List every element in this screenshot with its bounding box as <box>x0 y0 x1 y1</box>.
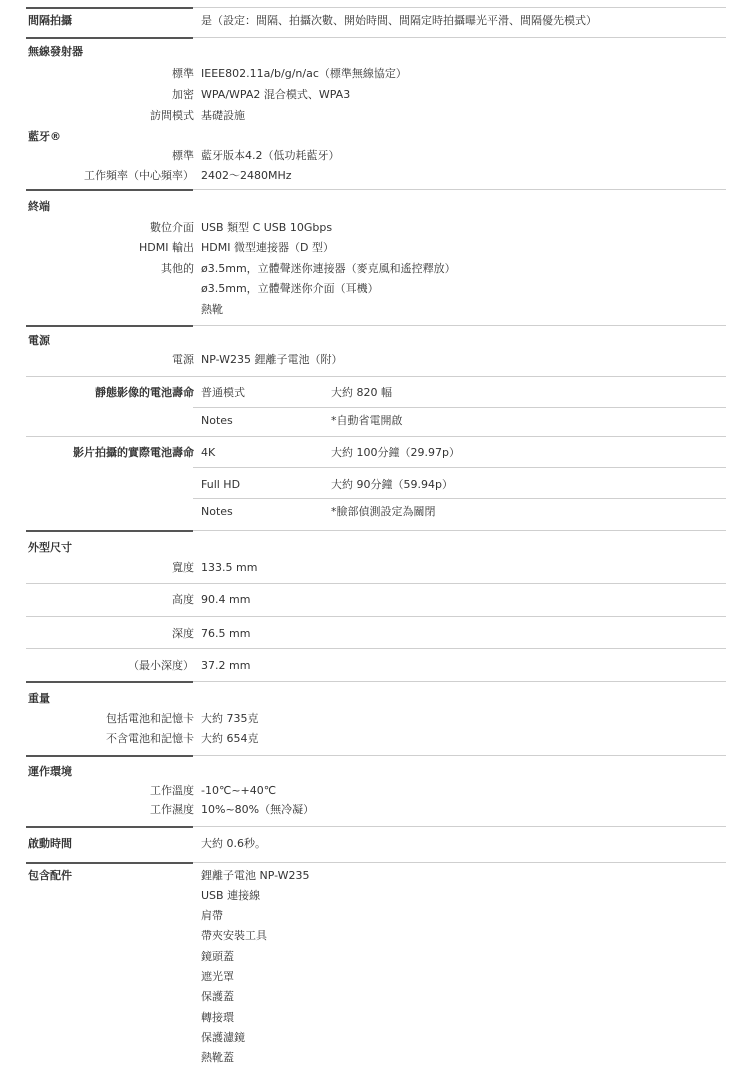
dimensions-width-value: 133.5 mm <box>201 561 258 574</box>
accessory-item: 鏡頭蓋 <box>201 950 234 963</box>
accessories-label: 包含配件 <box>28 869 72 882</box>
section-divider <box>26 325 193 327</box>
wireless-access-label: 訪問模式 <box>150 109 194 122</box>
section-divider <box>26 862 193 864</box>
bluetooth-frequency-label: 工作頻率（中心頻率） <box>84 169 194 182</box>
power-source-value: NP-W235 鋰離子電池（附） <box>201 353 343 366</box>
movie-fullhd-label: Full HD <box>201 478 241 491</box>
row-divider <box>26 616 726 617</box>
accessory-item: 熱靴蓋 <box>201 1051 234 1064</box>
section-divider <box>26 189 193 191</box>
environment-humidity-value: 10%~80%（無冷凝） <box>201 803 315 816</box>
accessory-item: 保護蓋 <box>201 990 234 1003</box>
still-mode-label: 普通模式 <box>201 386 245 399</box>
bluetooth-standard-value: 藍牙版本4.2（低功耗藍牙） <box>201 149 340 162</box>
row-divider <box>193 7 726 8</box>
accessory-item: 保護濾鏡 <box>201 1031 245 1044</box>
environment-humidity-label: 工作濕度 <box>150 803 194 816</box>
weight-heading: 重量 <box>28 692 50 705</box>
terminals-digital-label: 數位介面 <box>150 221 194 234</box>
row-divider <box>26 648 726 649</box>
interval-label: 間隔拍攝 <box>28 14 72 27</box>
section-divider <box>26 755 193 757</box>
wireless-standard-label: 標準 <box>172 67 194 80</box>
row-divider <box>193 755 726 756</box>
row-divider <box>193 862 726 863</box>
row-divider <box>26 583 726 584</box>
accessory-item: USB 連接線 <box>201 889 261 902</box>
terminals-extra-value: ø3.5mm，立體聲迷你介面（耳機） <box>201 282 379 295</box>
wireless-standard-value: IEEE802.11a/b/g/n/ac（標準無線協定） <box>201 67 407 80</box>
bluetooth-frequency-value: 2402～2480MHz <box>201 169 292 182</box>
row-divider <box>193 498 726 499</box>
accessory-item: 帶夾安裝工具 <box>201 929 267 942</box>
dimensions-height-value: 90.4 mm <box>201 593 251 606</box>
section-divider <box>26 7 193 9</box>
weight-without-battery-value: 大約 654克 <box>201 732 259 745</box>
dimensions-depth-label: 深度 <box>172 627 194 640</box>
wireless-access-value: 基礎設施 <box>201 109 245 122</box>
row-divider <box>193 325 726 326</box>
section-divider <box>26 37 193 39</box>
terminals-extra-value: 熱靴 <box>201 303 223 316</box>
still-mode-value: 大約 820 幅 <box>331 386 392 399</box>
row-divider <box>193 530 726 531</box>
accessory-item: 轉接環 <box>201 1011 234 1024</box>
wireless-encryption-value: WPA/WPA2 混合模式、WPA3 <box>201 88 351 101</box>
weight-with-battery-label: 包括電池和記憶卡 <box>106 712 194 725</box>
accessory-item: 遮光罩 <box>201 970 234 983</box>
row-divider <box>26 376 726 377</box>
dimensions-height-label: 高度 <box>172 593 194 606</box>
section-divider <box>26 530 193 532</box>
row-divider <box>193 407 726 408</box>
accessory-item: 鋰離子電池 NP-W235 <box>201 869 310 882</box>
movie-4k-value: 大約 100分鐘（29.97p） <box>331 446 460 459</box>
still-notes-value: *自動省電開啟 <box>331 414 403 427</box>
row-divider <box>193 189 726 190</box>
environment-temp-label: 工作溫度 <box>150 784 194 797</box>
power-source-label: 電源 <box>172 353 194 366</box>
row-divider <box>193 37 726 38</box>
section-divider <box>26 826 193 828</box>
startup-label: 啟動時間 <box>28 837 72 850</box>
dimensions-min-depth-value: 37.2 mm <box>201 659 251 672</box>
movie-notes-label: Notes <box>201 505 233 518</box>
movie-battery-label: 影片拍攝的實際電池壽命 <box>73 446 194 459</box>
dimensions-width-label: 寬度 <box>172 561 194 574</box>
row-divider <box>193 467 726 468</box>
dimensions-min-depth-label: （最小深度） <box>128 659 194 672</box>
wireless-heading: 無線發射器 <box>28 45 83 58</box>
section-divider <box>26 681 193 683</box>
terminals-other-label: 其他的 <box>161 262 194 275</box>
movie-notes-value: *臉部偵測設定為關閉 <box>331 505 436 518</box>
environment-temp-value: -10℃~+40℃ <box>201 784 277 797</box>
terminals-hdmi-label: HDMI 輸出 <box>139 241 194 254</box>
environment-heading: 運作環境 <box>28 765 72 778</box>
terminals-digital-value: USB 類型 C USB 10Gbps <box>201 221 333 234</box>
row-divider <box>193 826 726 827</box>
terminals-other-value: ø3.5mm，立體聲迷你連接器（麥克風和遙控釋放） <box>201 262 456 275</box>
dimensions-depth-value: 76.5 mm <box>201 627 251 640</box>
row-divider <box>26 436 726 437</box>
row-divider <box>193 681 726 682</box>
interval-value: 是（設定：間隔、拍攝次數、開始時間、間隔定時拍攝曝光平滑、間隔優先模式） <box>201 14 597 27</box>
dimensions-heading: 外型尺寸 <box>28 541 72 554</box>
still-battery-label: 靜態影像的電池壽命 <box>95 386 194 399</box>
movie-fullhd-value: 大約 90分鐘（59.94p） <box>331 478 453 491</box>
weight-with-battery-value: 大約 735克 <box>201 712 259 725</box>
wireless-encryption-label: 加密 <box>172 88 194 101</box>
bluetooth-heading: 藍牙® <box>28 130 61 143</box>
movie-4k-label: 4K <box>201 446 216 459</box>
bluetooth-standard-label: 標準 <box>172 149 194 162</box>
accessory-item: 肩帶 <box>201 909 223 922</box>
weight-without-battery-label: 不含電池和記憶卡 <box>106 732 194 745</box>
terminals-hdmi-value: HDMI 微型連接器（D 型） <box>201 241 334 254</box>
power-heading: 電源 <box>28 334 50 347</box>
startup-value: 大約 0.6秒。 <box>201 837 266 850</box>
still-notes-label: Notes <box>201 414 233 427</box>
terminals-heading: 終端 <box>28 200 50 213</box>
